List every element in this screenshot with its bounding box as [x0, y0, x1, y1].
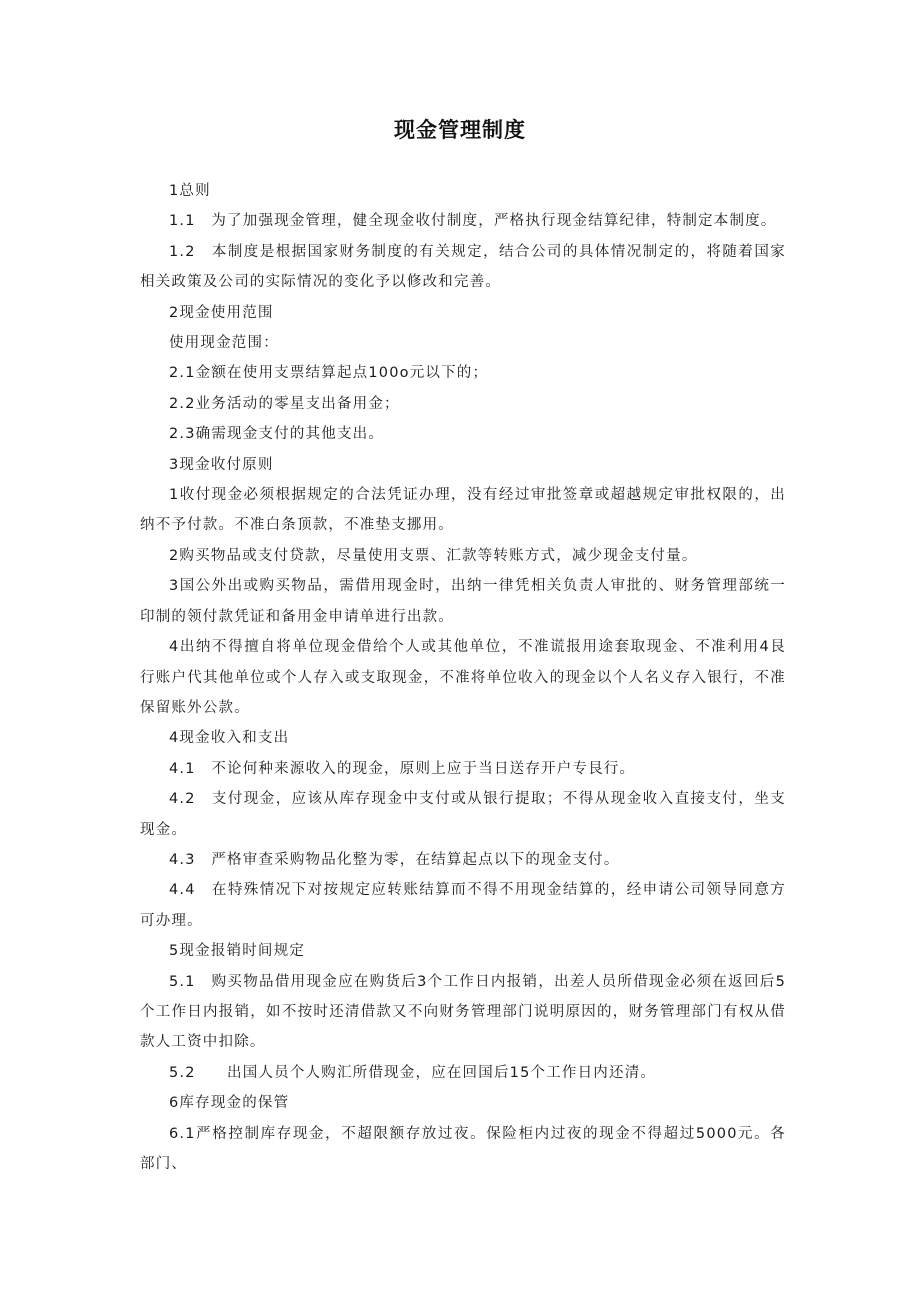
- paragraph: 1收付现金必须根据规定的合法凭证办理，没有经过审批签章或超越规定审批权限的，出纳不予付款。不准白条顶款，不准垫支挪用。: [140, 487, 786, 534]
- paragraph: 使用现金范围：: [169, 335, 279, 352]
- document-title: 现金管理制度: [394, 118, 526, 142]
- section-heading: 4现金收入和支出: [169, 730, 290, 747]
- paragraph: 1.2 本制度是根据国家财务制度的有关规定，结合公司的具体情况制定的，将随着国家相关政策及公司的实际情况的变化予以修改和完善。: [140, 243, 786, 291]
- paragraph: 4.1 不论何种来源收入的现金，原则上应于当日送存开户专艮行。: [169, 760, 636, 777]
- paragraph: 1.1 为了加强现金管理，健全现金收付制度，严格执行现金结算纪律，特制定本制度。: [169, 213, 777, 230]
- section-heading: 2现金使用范围: [169, 304, 274, 321]
- section-heading: 5现金报销时间规定: [169, 943, 306, 960]
- paragraph: 2.1金额在使用支票结算起点100o元以下的；: [169, 365, 489, 382]
- paragraph: 2购买物品或支付贷款，尽量使用支票、汇款等转账方式，减少现金支付量。: [169, 547, 698, 564]
- paragraph: 4.4 在特殊情况下对按规定应转账结算而不得不用现金结算的，经申请公司领导同意方可办理。: [140, 882, 786, 929]
- section-heading: 6库存现金的保管: [169, 1095, 290, 1112]
- section-heading: 1总则: [169, 183, 211, 199]
- paragraph: 2.2业务活动的零星支出备用金；: [169, 395, 400, 412]
- document-body: [140, 176, 786, 1179]
- paragraph: 6.1严格控制库存现金，不超限额存放过夜。保险柜内过夜的现金不得超过5000元。各部门、: [140, 1125, 786, 1172]
- paragraph: 4出纳不得擅自将单位现金借给个人或其他单位，不准谎报用途套取现金、不准利用4艮行账户代其他单位或个人存入或支取现金，不准将单位收入的现金以个人名义存入银行，不准保留账外公款。: [140, 639, 786, 716]
- paragraph: 4.3 严格审查采购物品化整为零，在结算起点以下的现金支付。: [169, 851, 620, 868]
- paragraph: 5.2 出国人员个人购汇所借现金，应在回国后15个工作日内还清。: [169, 1064, 657, 1081]
- paragraph: 3国公外出或购买物品，需借用现金时，出纳一律凭相关负责人审批的、财务管理部统一印制的领付款凭证和备用金申请单进行出款。: [140, 578, 786, 625]
- section-heading: 3现金收付原则: [169, 456, 274, 473]
- paragraph: 2.3确需现金支付的其他支出。: [169, 426, 385, 443]
- paragraph: 4.2 支付现金，应该从库存现金中支付或从银行提取；不得从现金收入直接支付，坐支现金。: [140, 791, 786, 838]
- paragraph: 5.1 购买物品借用现金应在购货后3个工作日内报销，出差人员所借现金必须在返回后5个工作日内报销，如不按时还清借款又不向财务管理部门说明原因的，财务管理部门有权从借款人工资中扣除。: [140, 973, 786, 1051]
